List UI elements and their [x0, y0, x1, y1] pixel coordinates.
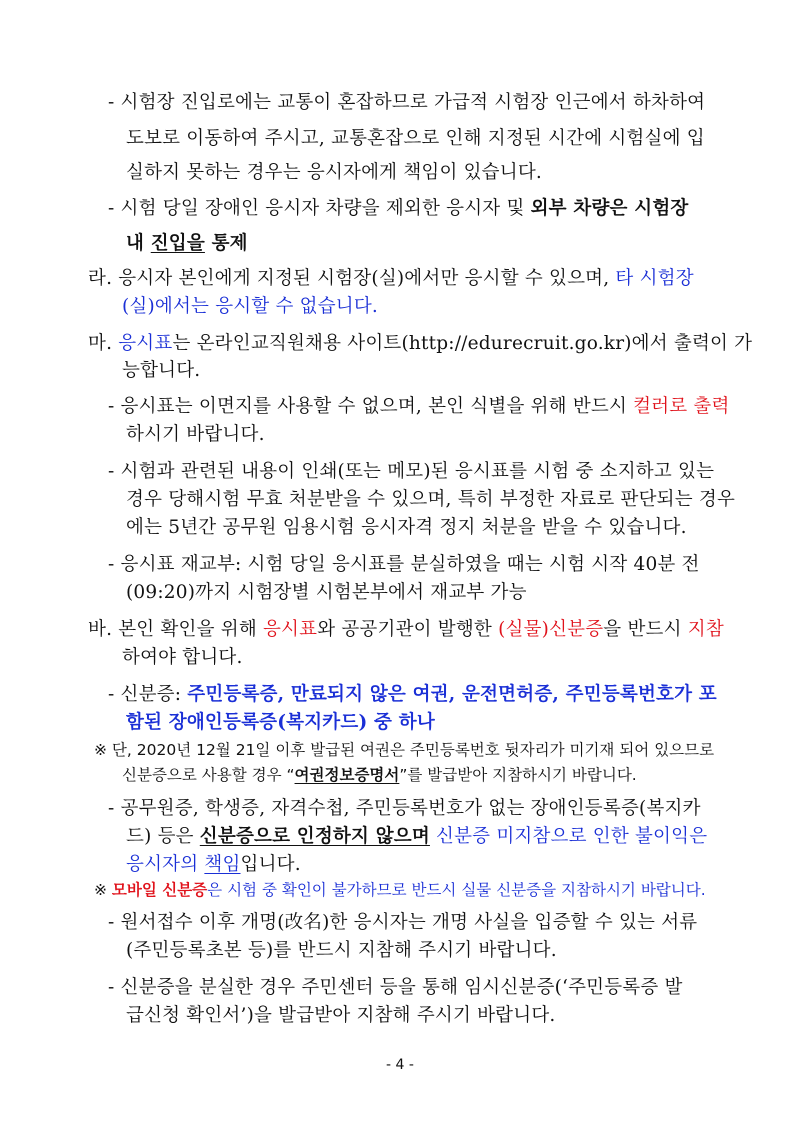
- text-line: [126, 158, 542, 184]
- text-span: - 응시표 재교부: 시험 당일 응시표를 분실하였을 때는 시험 시작 40분 전: [108, 554, 700, 575]
- text-span: 바. 본인 확인을 위해: [88, 619, 263, 640]
- text-line: [94, 878, 706, 900]
- text-line: [108, 550, 700, 576]
- text-line: [122, 356, 200, 382]
- text-span: - 시험과 관련된 내용이 인쇄(또는 메모)된 응시표를 시험 중 소지하고 있는: [108, 461, 715, 482]
- text-line: [88, 264, 694, 290]
- text-span: 은 시험 중 확인이 불가하므로 반드시 실물 신분증을 지참하시기 바랍니다.: [207, 881, 706, 899]
- text-line: [108, 908, 697, 934]
- text-span: 는 온라인교직원채용 사이트(http://edurecruit.go.kr)에서 출력이 가: [172, 333, 753, 354]
- text-span: 내: [126, 233, 151, 254]
- text-span: (실물)신분증: [498, 619, 604, 640]
- text-span: (09:20)까지 시험장별 시험본부에서 재교부 가능: [126, 582, 527, 603]
- text-span: 도보로 이동하여 주시고, 교통혼잡으로 인해 지정된 시간에 시험실에 입: [126, 128, 705, 149]
- text-span: (실)에서는 응시할 수 없습니다.: [122, 296, 379, 317]
- text-span: 응시표: [262, 619, 318, 640]
- text-span: 와 공공기관이 발행한: [317, 619, 499, 640]
- text-span: (주민등록초본 등)를 반드시 지참해 주시기 바랍니다.: [126, 940, 557, 961]
- text-span: - 공무원증, 학생증, 자격수첩, 주민등록번호가 없는 장애인등록증(복지카: [108, 798, 701, 819]
- text-line: [126, 850, 301, 876]
- text-span: ”를 발급받아 지참하시기 바랍니다.: [399, 766, 637, 784]
- text-span: - 시험장 진입로에는 교통이 혼잡하므로 가급적 시험장 인근에서 하차하여: [108, 92, 706, 113]
- text-span: - 시험 당일 장애인 응시자 차량을 제외한 응시자 및: [108, 198, 531, 219]
- text-line: [108, 457, 714, 483]
- text-line: [108, 794, 701, 820]
- text-line: [126, 229, 248, 255]
- text-line: [88, 615, 724, 641]
- text-span: 경우 당해시험 무효 처분받을 수 있으며, 특히 부정한 자료로 판단되는 경우: [126, 489, 736, 510]
- text-span: - 응시표는 이면지를 사용할 수 없으며, 본인 식별을 위해 반드시: [108, 396, 634, 417]
- text-span: 외부 차량은 시험장: [530, 198, 689, 219]
- text-line: [126, 124, 705, 150]
- text-line: [122, 643, 243, 669]
- text-span: 모바일 신분증: [111, 881, 208, 899]
- text-line: [122, 763, 637, 785]
- text-line: [108, 973, 683, 999]
- text-line: [126, 822, 707, 848]
- text-line: [108, 194, 688, 220]
- text-span: 함된 장애인등록증(복지카드) 중 하나: [126, 712, 435, 733]
- text-line: [122, 292, 378, 318]
- text-span: 하여야 합니다.: [122, 647, 243, 668]
- text-span: 입니다.: [240, 854, 301, 875]
- text-span: 지참: [687, 619, 724, 640]
- text-span: 능합니다.: [122, 360, 201, 381]
- text-span: 응시표: [118, 333, 173, 354]
- text-span: 통제: [204, 233, 248, 254]
- text-span: - 신분증을 분실한 경우 주민센터 등을 통해 임시신분증(‘주민등록증 발: [108, 977, 683, 998]
- text-line: [126, 420, 265, 446]
- text-line: [126, 578, 527, 604]
- text-span: 신분증으로 인정하지 않으며: [199, 826, 430, 847]
- text-span: ※: [94, 881, 112, 899]
- text-span: 진입을: [150, 233, 205, 254]
- text-span: - 원서접수 이후 개명(改名)한 응시자는 개명 사실을 입증할 수 있는 서류: [108, 912, 698, 933]
- text-span: 라. 응시자 본인에게 지정된 시험장(실)에서만 응시할 수 있으며,: [88, 268, 616, 289]
- text-span: 책임: [204, 854, 241, 875]
- page-number: - 4 -: [386, 1057, 414, 1073]
- text-line: [108, 88, 705, 114]
- text-line: [126, 1001, 555, 1027]
- text-line: [108, 392, 730, 418]
- text-span: - 신분증:: [108, 684, 188, 705]
- text-span: 하시기 바랍니다.: [126, 424, 265, 445]
- text-line: [108, 680, 717, 706]
- text-span: 타 시험장: [615, 268, 694, 289]
- text-span: 응시자의: [126, 854, 205, 875]
- text-line: [126, 485, 735, 511]
- text-span: 드) 등은: [126, 826, 200, 847]
- text-span: 주민등록증, 만료되지 않은 여권, 운전면허증, 주민등록번호가 포: [187, 684, 717, 705]
- text-span: 급신청 확인서’)을 발급받아 지참해 주시기 바랍니다.: [126, 1005, 556, 1026]
- text-line: [126, 513, 687, 539]
- text-span: 마.: [88, 333, 119, 354]
- text-span: 신분증 미지참으로 인한 불이익은: [436, 826, 708, 847]
- text-span: 에는 5년간 공무원 임용시험 응시자격 정지 처분을 받을 수 있습니다.: [126, 517, 687, 538]
- text-span: 컬러로 출력: [633, 396, 730, 417]
- text-span: 실하지 못하는 경우는 응시자에게 책임이 있습니다.: [126, 162, 542, 183]
- text-span: 신분증으로 사용할 경우 “: [122, 766, 295, 784]
- text-span: ※ 단, 2020년 12월 21일 이후 발급된 여권은 주민등록번호 뒷자리가 미기재 되어 있으므로: [94, 741, 715, 759]
- text-line: [94, 738, 714, 760]
- text-span: 여권정보증명서: [294, 766, 400, 784]
- text-span: 을 반드시: [603, 619, 688, 640]
- text-line: [126, 936, 557, 962]
- text-line: [126, 708, 435, 734]
- text-line: [88, 329, 752, 355]
